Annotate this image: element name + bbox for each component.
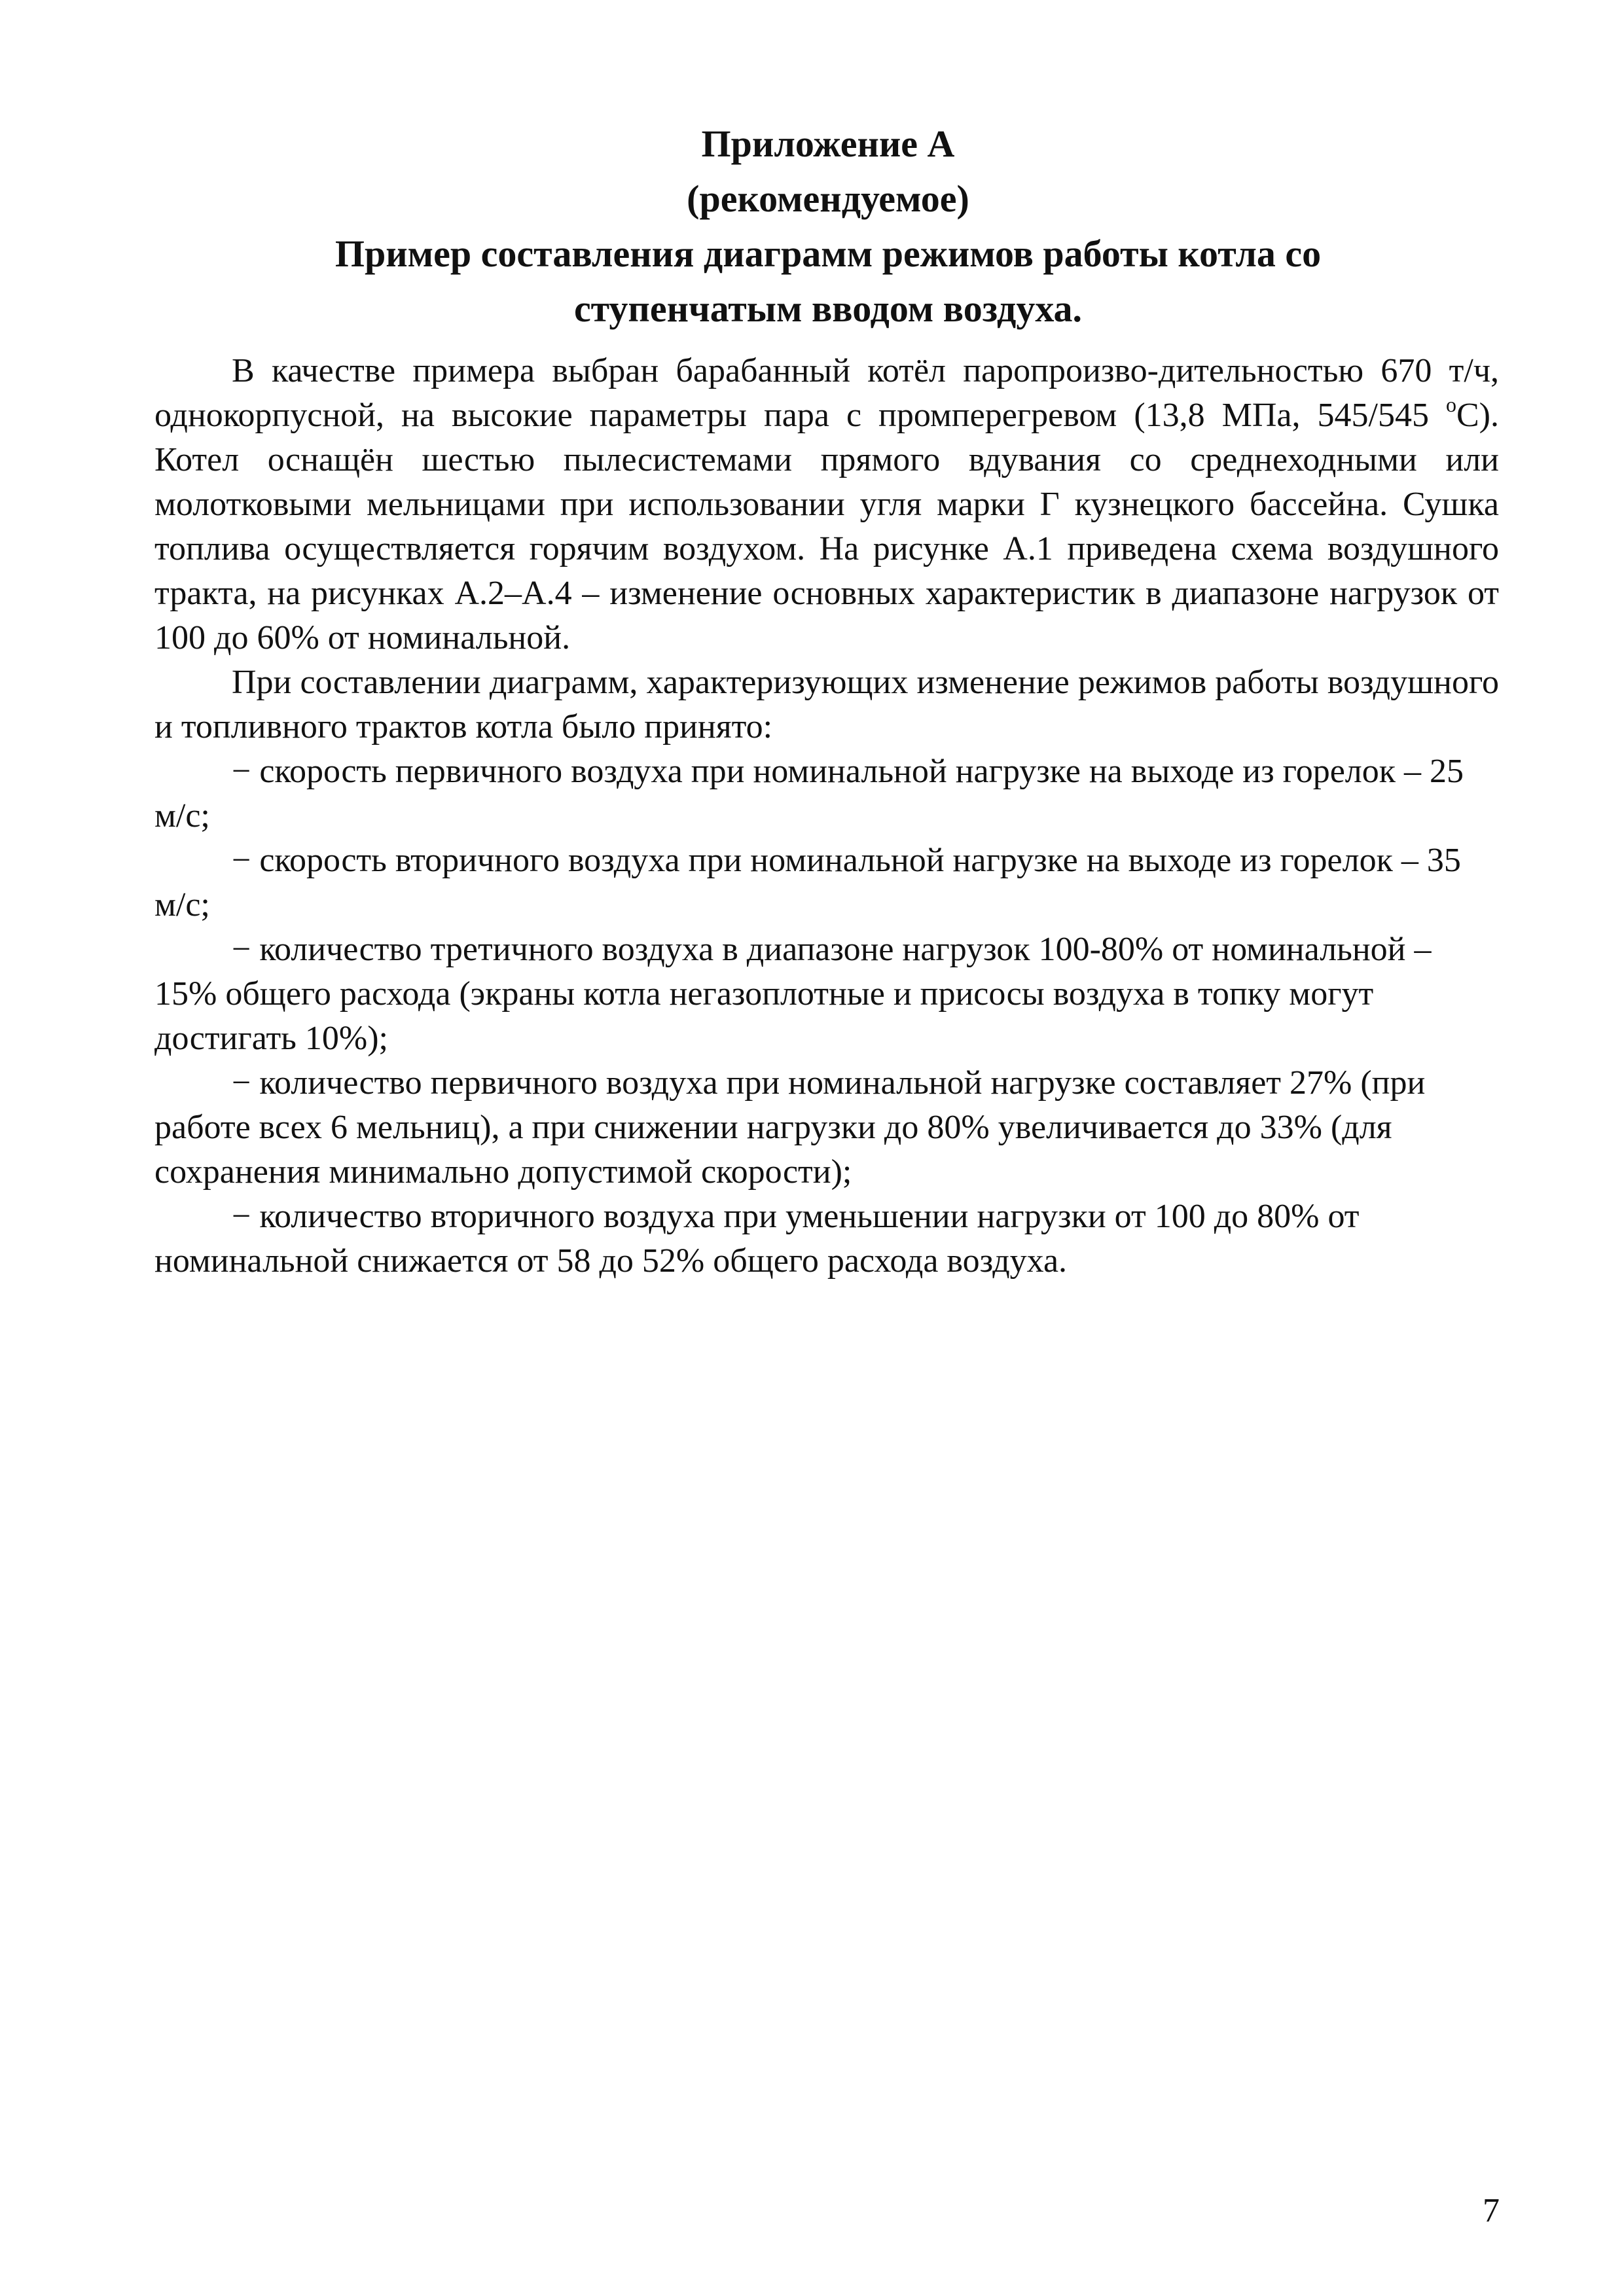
- appendix-subtitle-line-1: Пример составления диаграмм режимов работы котла со: [334, 232, 1322, 275]
- list-item-primary-air-speed: − скорость первичного воздуха при номинальной нагрузке на выходе из горелок – 25 м/с;: [154, 753, 1464, 834]
- degree-superscript: o: [1446, 393, 1456, 416]
- intro-text-part-1: В качестве примера выбран барабанный котёл паропроизво-дительностью 670 т/ч, однокорпусной, на высокие параметры пара с промперегревом (13,8 МПа, 545/545: [154, 352, 1499, 434]
- appendix-subtitle-line-2: ступенчатым вводом воздуха.: [573, 287, 1083, 330]
- body-text: [154, 349, 1499, 1283]
- intro-paragraph: [154, 349, 1499, 660]
- assumptions-paragraph: При составлении диаграмм, характеризующих изменение режимов работы воздушного и топливного трактов котла было принято:: [154, 664, 1499, 745]
- list-item-primary-air-amount: − количество первичного воздуха при номинальной нагрузке составляет 27% (при работе всех 6 мельниц), а при снижении нагрузки до 80% увеличивается до 33% (для сохранения минимально допустимой скорости);: [154, 1064, 1426, 1191]
- appendix-title: Приложение А: [701, 122, 955, 165]
- page-number: 7: [1483, 2192, 1500, 2229]
- list-item-secondary-air-speed: − скорость вторичного воздуха при номинальной нагрузке на выходе из горелок – 35 м/с;: [154, 842, 1461, 924]
- list-item-secondary-air-amount: − количество вторичного воздуха при уменьшении нагрузки от 100 до 80% от номинальной снижается от 58 до 52% общего расхода воздуха.: [154, 1198, 1360, 1280]
- appendix-status: (рекомендуемое): [687, 177, 969, 220]
- intro-text-part-2: С). Котел оснащён шестью пылесистемами прямого вдувания со среднеходными или молотковыми мельницами при использовании угля марки Г кузнецкого бассейна. Сушка топлива осуществляется горячим воздухом. На рисунке А.1 приведена схема воздушного тракта, на рисунках А.2–А.4 – изменение основных характеристик в диапазоне нагрузок от 100 до 60% от номинальной.: [154, 397, 1499, 656]
- list-item-tertiary-air-amount: − количество третичного воздуха в диапазоне нагрузок 100-80% от номинальной – 15% общего расхода (экраны котла негазоплотные и присосы воздуха в топку могут достигать 10%);: [154, 931, 1432, 1057]
- appendix-heading: [157, 117, 1499, 336]
